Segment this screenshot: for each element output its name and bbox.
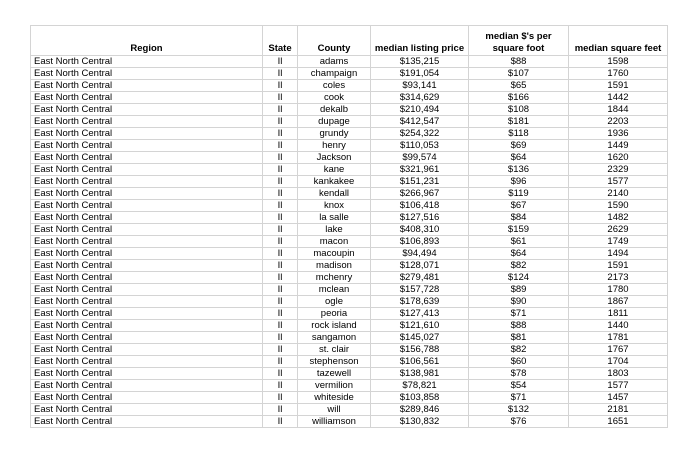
- cell-region[interactable]: East North Central: [31, 104, 263, 116]
- cell-listing-price[interactable]: $128,071: [371, 260, 469, 272]
- cell-region[interactable]: East North Central: [31, 320, 263, 332]
- cell-square-feet[interactable]: 1749: [569, 236, 668, 248]
- table-row: [31, 332, 668, 344]
- cell-price-per-sqft[interactable]: $64: [469, 152, 569, 164]
- cell-county[interactable]: kane: [298, 164, 371, 176]
- cell-region[interactable]: East North Central: [31, 116, 263, 128]
- cell-state[interactable]: Il: [263, 344, 298, 356]
- cell-price-per-sqft[interactable]: $96: [469, 176, 569, 188]
- cell-state[interactable]: Il: [263, 56, 298, 68]
- cell-listing-price[interactable]: $321,961: [371, 164, 469, 176]
- cell-state[interactable]: Il: [263, 236, 298, 248]
- cell-listing-price[interactable]: $121,610: [371, 320, 469, 332]
- cell-state[interactable]: Il: [263, 308, 298, 320]
- table-row: [31, 392, 668, 404]
- cell-price-per-sqft[interactable]: $119: [469, 188, 569, 200]
- table-row: [31, 140, 668, 152]
- cell-listing-price[interactable]: $412,547: [371, 116, 469, 128]
- cell-price-per-sqft[interactable]: $118: [469, 128, 569, 140]
- cell-region[interactable]: East North Central: [31, 56, 263, 68]
- cell-square-feet[interactable]: 1620: [569, 152, 668, 164]
- cell-region[interactable]: East North Central: [31, 368, 263, 380]
- cell-state[interactable]: Il: [263, 404, 298, 416]
- cell-county[interactable]: knox: [298, 200, 371, 212]
- table-row: [31, 128, 668, 140]
- cell-state[interactable]: Il: [263, 368, 298, 380]
- cell-square-feet[interactable]: 1780: [569, 284, 668, 296]
- cell-region[interactable]: East North Central: [31, 176, 263, 188]
- cell-county[interactable]: mclean: [298, 284, 371, 296]
- cell-listing-price[interactable]: $408,310: [371, 224, 469, 236]
- cell-square-feet[interactable]: 1591: [569, 80, 668, 92]
- cell-region[interactable]: East North Central: [31, 140, 263, 152]
- header-median-square-feet[interactable]: median square feet: [569, 26, 668, 56]
- cell-price-per-sqft[interactable]: $88: [469, 320, 569, 332]
- cell-state[interactable]: Il: [263, 128, 298, 140]
- cell-listing-price[interactable]: $106,893: [371, 236, 469, 248]
- cell-county[interactable]: mchenry: [298, 272, 371, 284]
- cell-listing-price[interactable]: $151,231: [371, 176, 469, 188]
- cell-square-feet[interactable]: 1844: [569, 104, 668, 116]
- cell-square-feet[interactable]: 2329: [569, 164, 668, 176]
- cell-county[interactable]: whiteside: [298, 392, 371, 404]
- cell-state[interactable]: Il: [263, 152, 298, 164]
- cell-listing-price[interactable]: $145,027: [371, 332, 469, 344]
- cell-county[interactable]: peoria: [298, 308, 371, 320]
- cell-county[interactable]: henry: [298, 140, 371, 152]
- cell-county[interactable]: st. clair: [298, 344, 371, 356]
- cell-listing-price[interactable]: $106,561: [371, 356, 469, 368]
- cell-county[interactable]: sangamon: [298, 332, 371, 344]
- cell-county[interactable]: adams: [298, 56, 371, 68]
- cell-county[interactable]: macoupin: [298, 248, 371, 260]
- cell-county[interactable]: lake: [298, 224, 371, 236]
- cell-listing-price[interactable]: $191,054: [371, 68, 469, 80]
- table-row: [31, 416, 668, 428]
- cell-square-feet[interactable]: 1591: [569, 260, 668, 272]
- cell-listing-price[interactable]: $127,413: [371, 308, 469, 320]
- cell-state[interactable]: Il: [263, 248, 298, 260]
- cell-region[interactable]: East North Central: [31, 332, 263, 344]
- cell-price-per-sqft[interactable]: $89: [469, 284, 569, 296]
- cell-price-per-sqft[interactable]: $64: [469, 248, 569, 260]
- cell-region[interactable]: East North Central: [31, 236, 263, 248]
- table-row: [31, 344, 668, 356]
- table-row: [31, 212, 668, 224]
- table-row: [31, 188, 668, 200]
- cell-region[interactable]: East North Central: [31, 260, 263, 272]
- cell-county[interactable]: ogle: [298, 296, 371, 308]
- cell-square-feet[interactable]: 1867: [569, 296, 668, 308]
- cell-state[interactable]: Il: [263, 356, 298, 368]
- spreadsheet-table: [30, 25, 668, 428]
- cell-listing-price[interactable]: $93,141: [371, 80, 469, 92]
- cell-state[interactable]: Il: [263, 176, 298, 188]
- cell-county[interactable]: dekalb: [298, 104, 371, 116]
- table-row: [31, 224, 668, 236]
- cell-listing-price[interactable]: $103,858: [371, 392, 469, 404]
- cell-state[interactable]: Il: [263, 140, 298, 152]
- cell-county[interactable]: cook: [298, 92, 371, 104]
- cell-square-feet[interactable]: 1811: [569, 308, 668, 320]
- header-median-price-per-sqft[interactable]: median $'s per square foot: [469, 26, 569, 56]
- table-row: [31, 308, 668, 320]
- table-row: [31, 248, 668, 260]
- cell-price-per-sqft[interactable]: $159: [469, 224, 569, 236]
- cell-price-per-sqft[interactable]: $124: [469, 272, 569, 284]
- cell-listing-price[interactable]: $254,322: [371, 128, 469, 140]
- cell-county[interactable]: kendall: [298, 188, 371, 200]
- cell-price-per-sqft[interactable]: $108: [469, 104, 569, 116]
- table-row: [31, 200, 668, 212]
- cell-price-per-sqft[interactable]: $69: [469, 140, 569, 152]
- cell-listing-price[interactable]: $157,728: [371, 284, 469, 296]
- table-row: [31, 164, 668, 176]
- cell-square-feet[interactable]: 2173: [569, 272, 668, 284]
- cell-state[interactable]: Il: [263, 332, 298, 344]
- cell-square-feet[interactable]: 1494: [569, 248, 668, 260]
- cell-price-per-sqft[interactable]: $67: [469, 200, 569, 212]
- table-row: [31, 380, 668, 392]
- cell-price-per-sqft[interactable]: $71: [469, 392, 569, 404]
- cell-square-feet[interactable]: 1760: [569, 68, 668, 80]
- cell-listing-price[interactable]: $266,967: [371, 188, 469, 200]
- cell-square-feet[interactable]: 1577: [569, 380, 668, 392]
- header-row: [31, 26, 668, 56]
- cell-state[interactable]: Il: [263, 380, 298, 392]
- cell-region[interactable]: East North Central: [31, 404, 263, 416]
- cell-square-feet[interactable]: 1767: [569, 344, 668, 356]
- cell-state[interactable]: Il: [263, 188, 298, 200]
- table-row: [31, 320, 668, 332]
- table-body: [31, 56, 668, 428]
- cell-region[interactable]: East North Central: [31, 128, 263, 140]
- cell-price-per-sqft[interactable]: $71: [469, 308, 569, 320]
- table-row: [31, 116, 668, 128]
- cell-listing-price[interactable]: $156,788: [371, 344, 469, 356]
- cell-state[interactable]: Il: [263, 80, 298, 92]
- header-region[interactable]: Region: [31, 26, 263, 56]
- cell-square-feet[interactable]: 2629: [569, 224, 668, 236]
- cell-price-per-sqft[interactable]: $181: [469, 116, 569, 128]
- cell-price-per-sqft[interactable]: $54: [469, 380, 569, 392]
- cell-region[interactable]: East North Central: [31, 164, 263, 176]
- cell-region[interactable]: East North Central: [31, 416, 263, 428]
- cell-state[interactable]: Il: [263, 392, 298, 404]
- cell-square-feet[interactable]: 1936: [569, 128, 668, 140]
- cell-square-feet[interactable]: 1781: [569, 332, 668, 344]
- cell-listing-price[interactable]: $78,821: [371, 380, 469, 392]
- cell-listing-price[interactable]: $210,494: [371, 104, 469, 116]
- cell-square-feet[interactable]: 2203: [569, 116, 668, 128]
- cell-listing-price[interactable]: $314,629: [371, 92, 469, 104]
- cell-price-per-sqft[interactable]: $90: [469, 296, 569, 308]
- cell-county[interactable]: rock island: [298, 320, 371, 332]
- cell-state[interactable]: Il: [263, 92, 298, 104]
- cell-square-feet[interactable]: 1577: [569, 176, 668, 188]
- cell-price-per-sqft[interactable]: $132: [469, 404, 569, 416]
- cell-listing-price[interactable]: $94,494: [371, 248, 469, 260]
- cell-price-per-sqft[interactable]: $88: [469, 56, 569, 68]
- cell-square-feet[interactable]: 1803: [569, 368, 668, 380]
- table-row: [31, 236, 668, 248]
- cell-state[interactable]: Il: [263, 284, 298, 296]
- cell-listing-price[interactable]: $135,215: [371, 56, 469, 68]
- table-row: [31, 356, 668, 368]
- cell-price-per-sqft[interactable]: $81: [469, 332, 569, 344]
- table-row: [31, 284, 668, 296]
- cell-square-feet[interactable]: 1598: [569, 56, 668, 68]
- cell-county[interactable]: vermilion: [298, 380, 371, 392]
- cell-region[interactable]: East North Central: [31, 380, 263, 392]
- cell-listing-price[interactable]: $130,832: [371, 416, 469, 428]
- cell-square-feet[interactable]: 2140: [569, 188, 668, 200]
- cell-listing-price[interactable]: $279,481: [371, 272, 469, 284]
- cell-price-per-sqft[interactable]: $84: [469, 212, 569, 224]
- table-row: [31, 152, 668, 164]
- header-county[interactable]: County: [298, 26, 371, 56]
- cell-price-per-sqft[interactable]: $82: [469, 260, 569, 272]
- cell-price-per-sqft[interactable]: $107: [469, 68, 569, 80]
- cell-state[interactable]: Il: [263, 164, 298, 176]
- cell-state[interactable]: Il: [263, 68, 298, 80]
- cell-region[interactable]: East North Central: [31, 308, 263, 320]
- cell-state[interactable]: Il: [263, 272, 298, 284]
- cell-price-per-sqft[interactable]: $82: [469, 344, 569, 356]
- cell-listing-price[interactable]: $178,639: [371, 296, 469, 308]
- cell-region[interactable]: East North Central: [31, 284, 263, 296]
- cell-county[interactable]: will: [298, 404, 371, 416]
- cell-listing-price[interactable]: $99,574: [371, 152, 469, 164]
- table-row: [31, 404, 668, 416]
- table-row: [31, 68, 668, 80]
- cell-square-feet[interactable]: 1482: [569, 212, 668, 224]
- cell-listing-price[interactable]: $106,418: [371, 200, 469, 212]
- cell-state[interactable]: Il: [263, 320, 298, 332]
- cell-listing-price[interactable]: $127,516: [371, 212, 469, 224]
- table-row: [31, 92, 668, 104]
- cell-county[interactable]: la salle: [298, 212, 371, 224]
- cell-square-feet[interactable]: 1442: [569, 92, 668, 104]
- cell-region[interactable]: East North Central: [31, 296, 263, 308]
- table-row: [31, 56, 668, 68]
- table-row: [31, 80, 668, 92]
- cell-county[interactable]: grundy: [298, 128, 371, 140]
- cell-region[interactable]: East North Central: [31, 272, 263, 284]
- cell-square-feet[interactable]: 1590: [569, 200, 668, 212]
- cell-county[interactable]: tazewell: [298, 368, 371, 380]
- cell-square-feet[interactable]: 1440: [569, 320, 668, 332]
- table-row: [31, 104, 668, 116]
- cell-state[interactable]: Il: [263, 224, 298, 236]
- cell-listing-price[interactable]: $289,846: [371, 404, 469, 416]
- cell-square-feet[interactable]: 1449: [569, 140, 668, 152]
- cell-state[interactable]: Il: [263, 212, 298, 224]
- cell-county[interactable]: Jackson: [298, 152, 371, 164]
- cell-county[interactable]: dupage: [298, 116, 371, 128]
- cell-square-feet[interactable]: 1704: [569, 356, 668, 368]
- cell-price-per-sqft[interactable]: $76: [469, 416, 569, 428]
- cell-region[interactable]: East North Central: [31, 68, 263, 80]
- cell-region[interactable]: East North Central: [31, 356, 263, 368]
- cell-listing-price[interactable]: $110,053: [371, 140, 469, 152]
- cell-square-feet[interactable]: 1457: [569, 392, 668, 404]
- cell-region[interactable]: East North Central: [31, 80, 263, 92]
- cell-state[interactable]: Il: [263, 200, 298, 212]
- cell-region[interactable]: East North Central: [31, 212, 263, 224]
- cell-state[interactable]: Il: [263, 116, 298, 128]
- cell-region[interactable]: East North Central: [31, 188, 263, 200]
- cell-region[interactable]: East North Central: [31, 344, 263, 356]
- table-row: [31, 296, 668, 308]
- cell-county[interactable]: macon: [298, 236, 371, 248]
- cell-region[interactable]: East North Central: [31, 224, 263, 236]
- cell-price-per-sqft[interactable]: $61: [469, 236, 569, 248]
- table-row: [31, 176, 668, 188]
- cell-county[interactable]: champaign: [298, 68, 371, 80]
- cell-state[interactable]: Il: [263, 260, 298, 272]
- cell-county[interactable]: coles: [298, 80, 371, 92]
- cell-state[interactable]: Il: [263, 296, 298, 308]
- header-state[interactable]: State: [263, 26, 298, 56]
- cell-county[interactable]: williamson: [298, 416, 371, 428]
- cell-price-per-sqft[interactable]: $136: [469, 164, 569, 176]
- cell-region[interactable]: East North Central: [31, 392, 263, 404]
- cell-region[interactable]: East North Central: [31, 248, 263, 260]
- cell-region[interactable]: East North Central: [31, 200, 263, 212]
- cell-listing-price[interactable]: $138,981: [371, 368, 469, 380]
- cell-price-per-sqft[interactable]: $166: [469, 92, 569, 104]
- cell-region[interactable]: East North Central: [31, 92, 263, 104]
- cell-state[interactable]: Il: [263, 104, 298, 116]
- header-median-listing-price[interactable]: median listing price: [371, 26, 469, 56]
- cell-county[interactable]: stephenson: [298, 356, 371, 368]
- cell-price-per-sqft[interactable]: $78: [469, 368, 569, 380]
- table-row: [31, 260, 668, 272]
- cell-county[interactable]: madison: [298, 260, 371, 272]
- cell-county[interactable]: kankakee: [298, 176, 371, 188]
- cell-region[interactable]: East North Central: [31, 152, 263, 164]
- cell-price-per-sqft[interactable]: $60: [469, 356, 569, 368]
- cell-square-feet[interactable]: 2181: [569, 404, 668, 416]
- cell-price-per-sqft[interactable]: $65: [469, 80, 569, 92]
- cell-square-feet[interactable]: 1651: [569, 416, 668, 428]
- table-row: [31, 368, 668, 380]
- cell-state[interactable]: Il: [263, 416, 298, 428]
- table-row: [31, 272, 668, 284]
